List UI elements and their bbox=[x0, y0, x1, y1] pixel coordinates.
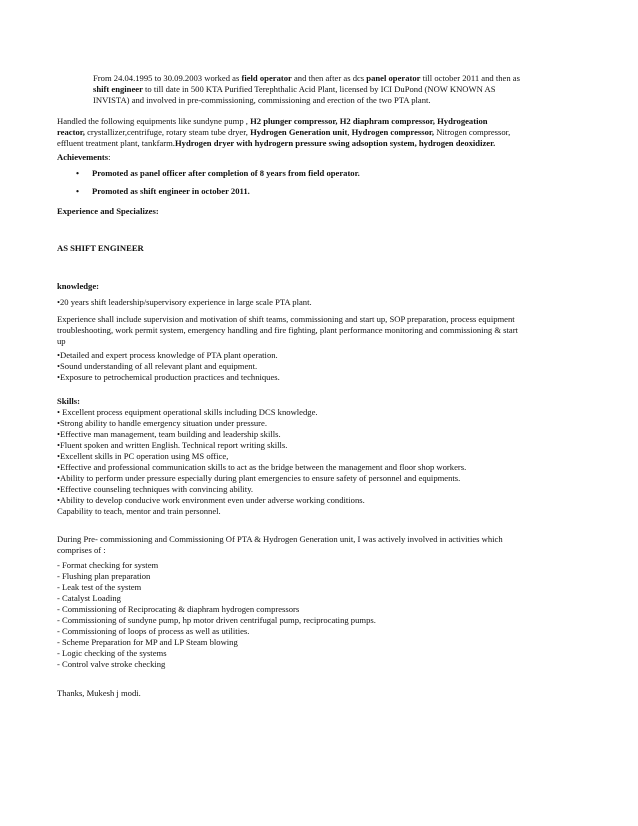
activity-item: - Control valve stroke checking bbox=[57, 659, 166, 669]
achievements-list bbox=[70, 168, 570, 204]
precommissioning-line: During Pre- commissioning and Commissioning Of PTA & Hydrogen Generation unit, I was actively involved in activities which bbox=[57, 534, 503, 544]
activity-item: - Commissioning of Reciprocating & diaphram hydrogen compressors bbox=[57, 604, 300, 614]
activity-item: - Commissioning of loops of process as well as utilities. bbox=[57, 626, 250, 636]
equipment-line-1 bbox=[57, 116, 577, 127]
activity-item: - Logic checking of the systems bbox=[57, 648, 167, 658]
skill-item: •Effective counseling techniques with convincing ability. bbox=[57, 484, 254, 494]
equipment-line-3 bbox=[57, 138, 577, 149]
skill-item: •Strong ability to handle emergency situation under pressure. bbox=[57, 418, 268, 428]
knowledge-paragraph-line: Experience shall include supervision and motivation of shift teams, commissioning and start up, SOP preparation, process equipment bbox=[57, 314, 515, 324]
skill-item: Capability to teach, mentor and train personnel. bbox=[57, 506, 221, 516]
intro-paragraph bbox=[93, 73, 573, 106]
intro-line-3: INVISTA) and involved in pre-commissioning, commissioning and erection of the two PTA plant. bbox=[93, 95, 431, 105]
skills-heading: Skills: bbox=[57, 396, 80, 406]
bullet-icon: • bbox=[76, 186, 80, 196]
shift-engineer-heading: AS SHIFT ENGINEER bbox=[57, 243, 144, 253]
intro-text: and then after as dcs bbox=[291, 73, 367, 83]
skill-item: •Effective and professional communication skills to act as the bridge between the management and floor shop workers. bbox=[57, 462, 467, 472]
knowledge-list bbox=[57, 350, 577, 383]
intro-line-1 bbox=[93, 73, 573, 84]
achievement-text: Promoted as shift engineer in october 2011. bbox=[92, 186, 250, 196]
skill-item: •Fluent spoken and written English. Technical report writing skills. bbox=[57, 440, 288, 450]
precommissioning-list bbox=[57, 560, 577, 670]
intro-text: to till date in 500 KTA Purified Terephthalic Acid Plant, licensed by ICI DuPond (NOW KNOWN AS bbox=[142, 84, 496, 94]
equipment-text: , bbox=[347, 127, 352, 137]
skills-list bbox=[57, 407, 577, 517]
equipment-bold: Hydrogen compressor, bbox=[351, 127, 435, 137]
knowledge-heading: knowledge: bbox=[57, 281, 100, 291]
achievement-text: Promoted as panel officer after completion of 8 years from field operator. bbox=[92, 168, 360, 178]
knowledge-item: •Exposure to petrochemical production practices and techniques. bbox=[57, 372, 280, 382]
activity-item: - Leak test of the system bbox=[57, 582, 142, 592]
achievement-item bbox=[70, 168, 570, 186]
intro-bold: panel operator bbox=[366, 73, 421, 83]
equipment-paragraph bbox=[57, 116, 577, 149]
precommissioning-paragraph bbox=[57, 534, 577, 556]
knowledge-item: •Sound understanding of all relevant plant and equipment. bbox=[57, 361, 258, 371]
knowledge-paragraph-line: up bbox=[57, 336, 66, 346]
equipment-bold: H2 plunger compressor, H2 diaphram compressor, Hydrogeation bbox=[250, 116, 488, 126]
achievements-heading bbox=[57, 152, 577, 163]
equipment-text: effluent treatment plant, tankfarm. bbox=[57, 138, 175, 148]
equipment-text: Nitrogen compressor, bbox=[434, 127, 511, 137]
activity-item: - Commissioning of sundyne pump, hp motor driven centrifugal pump, reciprocating pumps. bbox=[57, 615, 376, 625]
equipment-bold: reactor, bbox=[57, 127, 85, 137]
skill-item: •Excellent skills in PC operation using MS office, bbox=[57, 451, 229, 461]
intro-text: From 24.04.1995 to 30.09.2003 worked as bbox=[93, 73, 242, 83]
equipment-bold: Hydrogen dryer with hydrogern pressure swing adsoption system, hydrogen deoxidizer. bbox=[174, 138, 496, 148]
knowledge-paragraph bbox=[57, 314, 577, 347]
experience-heading: Experience and Specializes: bbox=[57, 206, 159, 216]
intro-text: till october 2011 and then as bbox=[420, 73, 520, 83]
activity-item: - Scheme Preparation for MP and LP Steam blowing bbox=[57, 637, 238, 647]
knowledge-item: •Detailed and expert process knowledge of PTA plant operation. bbox=[57, 350, 278, 360]
skill-item: •Ability to develop conducive work environment even under adverse working conditions. bbox=[57, 495, 365, 505]
skill-item: • Excellent process equipment operational skills including DCS knowledge. bbox=[57, 407, 318, 417]
achievements-label: Achievements bbox=[57, 152, 109, 162]
knowledge-summary: •20 years shift leadership/supervisory experience in large scale PTA plant. bbox=[57, 297, 312, 307]
achievement-item bbox=[70, 186, 570, 204]
precommissioning-line: comprises of : bbox=[57, 545, 106, 555]
intro-bold: shift engineer bbox=[93, 84, 143, 94]
intro-bold: field operator bbox=[241, 73, 292, 83]
intro-line-2 bbox=[93, 84, 573, 95]
equipment-text: crystallizer,centrifuge, rotary steam tube dryer, bbox=[84, 127, 251, 137]
skill-item: •Ability to perform under pressure especially during plant emergencies to ensure safety of personnel and equipments. bbox=[57, 473, 461, 483]
achievements-colon: : bbox=[108, 152, 111, 162]
equipment-line-2 bbox=[57, 127, 577, 138]
knowledge-paragraph-line: troubleshooting, work permit system, emergency handling and fire fighting, plant performance monitoring and commissioning & start bbox=[57, 325, 518, 335]
activity-item: - Flushing plan preparation bbox=[57, 571, 151, 581]
equipment-text: Handled the following equipments like sundyne pump , bbox=[57, 116, 251, 126]
equipment-bold: Hydrogen Generation unit bbox=[250, 127, 348, 137]
activity-item: - Format checking for system bbox=[57, 560, 159, 570]
activity-item: - Catalyst Loading bbox=[57, 593, 121, 603]
bullet-icon: • bbox=[76, 168, 80, 178]
signoff: Thanks, Mukesh j modi. bbox=[57, 688, 141, 698]
skill-item: •Effective man management, team building and leadership skills. bbox=[57, 429, 281, 439]
